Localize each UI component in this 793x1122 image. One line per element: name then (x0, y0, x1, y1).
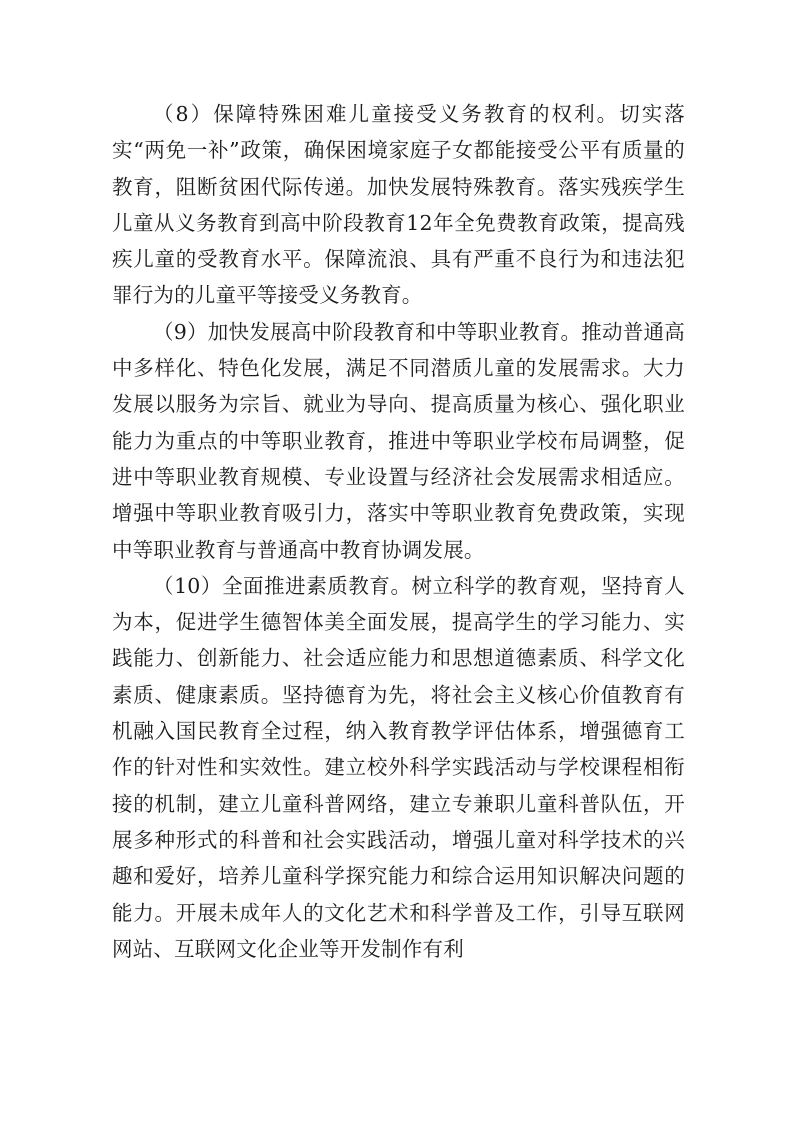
paragraph-quality-education: （10）全面推进素质教育。树立科学的教育观，坚持育人为本，促进学生德智体美全面发展，提高学生的学习能力、实践能力、创新能力、社会适应能力和思想道德素质、科学文化素质、健康素质。坚持德育为先，将社会主义核心价值教育有机融入国民教育全过程，纳入教育教学评估体系，增强德育工作的针对性和实效性。建立校外科学实践活动与学校课程相衔接的机制，建立儿童科普网络，建立专兼职儿童科普队伍，开展多种形式的科普和社会实践活动，增强儿童对科学技术的兴趣和爱好，培养儿童科学探究能力和综合运用知识解决问题的能力。开展未成年人的文化艺术和科学普及工作，引导互联网网站、互联网文化企业等开发制作有利 (112, 573, 685, 961)
paragraph-special-needs-education: （8）保障特殊困难儿童接受义务教育的权利。切实落实“两免一补”政策，确保困境家庭子女都能接受公平有质量的教育，阻断贫困代际传递。加快发展特殊教育。落实残疾学生儿童从义务教育到高中阶段教育12年全免费教育政策，提高残疾儿童的受教育水平。保障流浪、具有严重不良行为和违法犯罪行为的儿童平等接受义务教育。 (112, 102, 685, 308)
paragraph-high-school-vocational-education: （9）加快发展高中阶段教育和中等职业教育。推动普通高中多样化、特色化发展，满足不同潜质儿童的发展需求。大力发展以服务为宗旨、就业为导向、提高质量为核心、强化职业能力为重点的中等职业教育，推进中等职业学校布局调整，促进中等职业教育规模、专业设置与经济社会发展需求相适应。增强中等职业教育吸引力，落实中等职业教育免费政策，实现中等职业教育与普通高中教育协调发展。 (112, 319, 685, 562)
document-body (112, 96, 685, 967)
